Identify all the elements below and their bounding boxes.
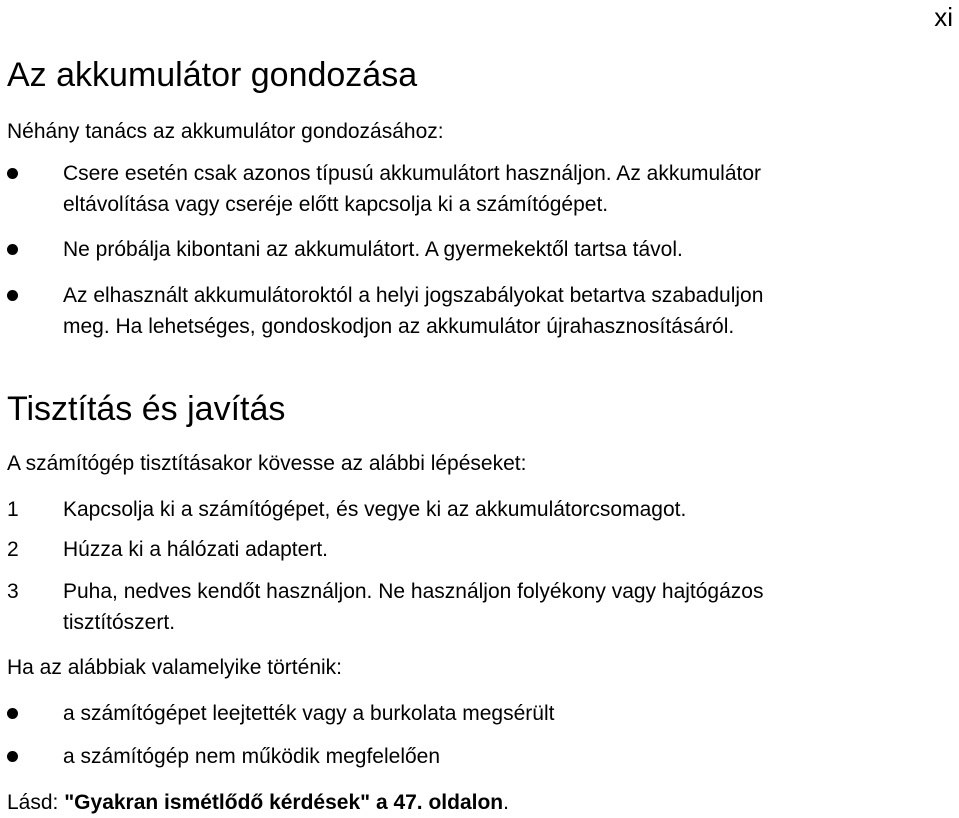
bullet-icon: [7, 290, 18, 301]
list-item-line: eltávolítása vagy cseréje előtt kapcsolja ki a számítógépet.: [63, 193, 609, 216]
list-item-line: a számítógépet leejtették vagy a burkolata megsérült: [63, 702, 555, 725]
list-item-line: a számítógép nem működik megfelelően: [63, 745, 441, 768]
numbered-step: [7, 494, 942, 525]
list-item-line: meg. Ha lehetséges, gondoskodjon az akkumulátor újrahasznosításáról.: [63, 315, 735, 338]
conditions-intro: Ha az alábbiak valamelyike történik:: [7, 656, 342, 679]
see-also: [7, 787, 942, 818]
list-item: [7, 280, 942, 342]
step-text: Puha, nedves kendőt használjon. Ne használjon folyékony vagy hajtógázos: [63, 580, 764, 603]
step-number: 1: [7, 498, 19, 521]
see-also-link[interactable]: "Gyakran ismétlődő kérdések" a 47. oldalon: [64, 791, 504, 814]
numbered-step: [7, 534, 942, 565]
list-item-line: Csere esetén csak azonos típusú akkumulátort használjon. Az akkumulátor: [63, 162, 762, 185]
section-title-battery-care: Az akkumulátor gondozása: [7, 56, 418, 94]
bullet-icon: [7, 708, 18, 719]
page-number: xi: [934, 2, 953, 32]
step-number: 2: [7, 538, 19, 561]
bullet-icon: [7, 168, 18, 179]
step-text: Kapcsolja ki a számítógépet, és vegye ki az akkumulátorcsomagot.: [63, 498, 687, 521]
list-item: [7, 698, 942, 729]
bullet-icon: [7, 244, 18, 255]
list-item: [7, 158, 942, 220]
list-item-line: Az elhasznált akkumulátoroktól a helyi jogszabályokat betartva szabaduljon: [63, 284, 764, 307]
bullet-icon: [7, 751, 18, 762]
see-also-suffix: .: [503, 791, 509, 814]
see-also-prefix: Lásd:: [7, 791, 65, 814]
step-text: tisztítószert.: [63, 611, 176, 634]
list-item: [7, 234, 942, 265]
list-item: [7, 741, 942, 772]
section-title-cleaning: Tisztítás és javítás: [7, 390, 286, 428]
cleaning-intro: A számítógép tisztításakor kövesse az alábbi lépéseket:: [7, 452, 527, 475]
step-number: 3: [7, 580, 19, 603]
list-item-line: Ne próbálja kibontani az akkumulátort. A gyermekektől tartsa távol.: [63, 238, 683, 261]
step-text: Húzza ki a hálózati adaptert.: [63, 538, 328, 561]
numbered-step: [7, 576, 942, 638]
battery-care-intro: Néhány tanács az akkumulátor gondozásához:: [7, 120, 444, 143]
